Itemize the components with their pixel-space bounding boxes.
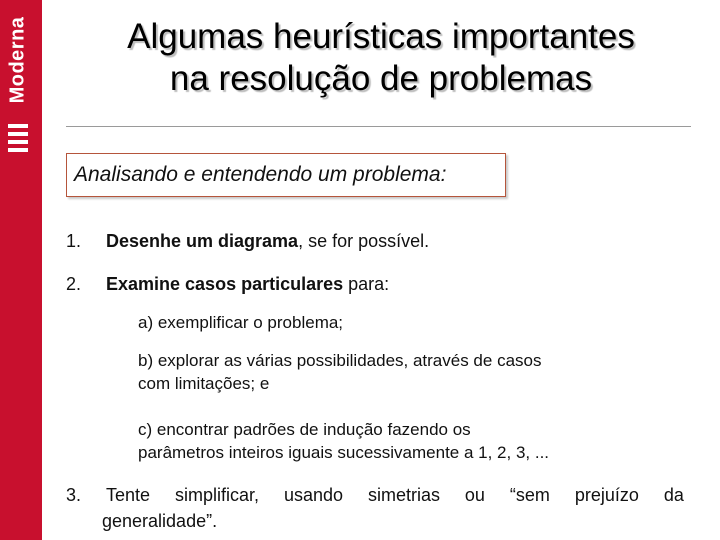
- title-line-2: na resolução de problemas: [169, 59, 593, 98]
- list-item-word: Tente: [105, 485, 151, 505]
- list-item-word: prejuízo: [574, 485, 639, 505]
- list-item-emphasis: Desenhe um diagrama: [106, 231, 299, 251]
- list-item-line: generalidade”.: [102, 511, 218, 531]
- list-item-number: 1.: [66, 231, 82, 251]
- list-item: [106, 273, 389, 296]
- sub-item-line: a) exemplificar o problema;: [138, 313, 344, 332]
- subtitle-box: Analisando e entendendo um problema:: [66, 153, 506, 197]
- sub-item: [138, 349, 541, 395]
- list-item-word: simplificar,: [174, 485, 259, 505]
- list-item: [106, 230, 429, 253]
- title-divider: [66, 126, 691, 127]
- list-item-word: usando: [283, 485, 343, 505]
- list-item-word: simetrias: [367, 485, 440, 505]
- sub-item: [138, 311, 343, 334]
- list-item-word: da: [663, 485, 684, 505]
- list-item-word: ou: [464, 485, 485, 505]
- sub-item-line: com limitações; e: [138, 374, 270, 393]
- sub-item-line: parâmetros inteiros iguais sucessivamente a 1, 2, 3, ...: [138, 443, 550, 462]
- list-item-number: 2.: [66, 274, 82, 294]
- list-item-text: para:: [343, 274, 390, 294]
- list-item-line: [66, 482, 684, 508]
- sub-item-line: b) explorar as várias possibilidades, através de casos: [138, 351, 542, 370]
- list-item: [66, 482, 684, 534]
- sub-item-line: c) encontrar padrões de indução fazendo os: [138, 420, 471, 439]
- brand-logo-text: Moderna: [6, 16, 29, 104]
- list-item-emphasis: Examine casos particulares: [106, 274, 344, 294]
- brand-sidebar: [0, 0, 42, 540]
- title-line-1: Algumas heurísticas importantes: [127, 17, 635, 56]
- list-item-text: , se for possível.: [298, 231, 430, 251]
- slide-title: [42, 16, 720, 100]
- list-item-number: 3.: [66, 485, 82, 505]
- brand-logo-icon: [8, 124, 28, 152]
- list-item-word: “sem: [509, 485, 550, 505]
- sub-item: [138, 418, 549, 464]
